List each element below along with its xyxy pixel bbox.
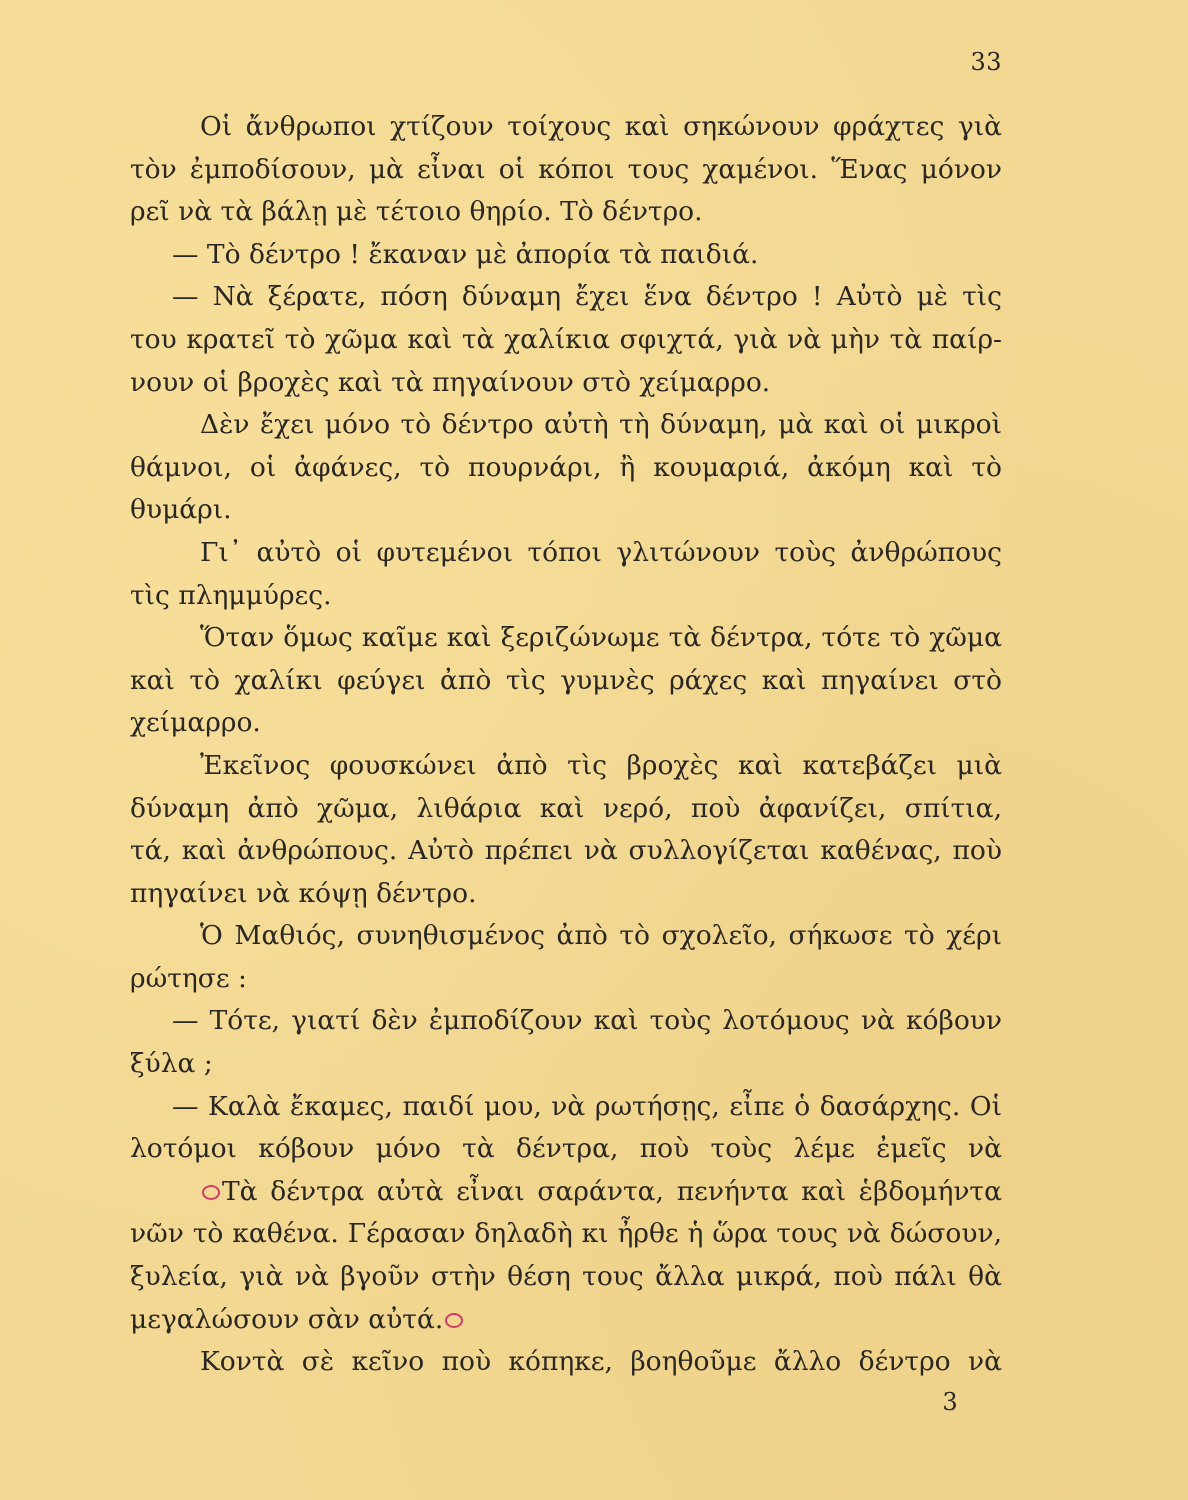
text-line: λοτόμοι κόβουν μόνο τὰ δέντρα, ποὺ τοὺς λέμε ἐμεῖς νὰ xyxy=(130,1133,1002,1165)
text-line: ξύλα ; xyxy=(130,1048,213,1080)
text-line: Ἐκεῖνος φουσκώνει ἀπὸ τὶς βροχὲς καὶ κατεβάζει μιὰ xyxy=(200,749,1002,781)
page-number: 33 xyxy=(970,48,1002,76)
text-line: Ὁ Μαθιός, συνηθισμένος ἀπὸ τὸ σχολεῖο, σήκωσε τὸ χέρι xyxy=(200,920,1002,952)
signature-mark: 3 xyxy=(942,1388,958,1416)
text-line: τὸν ἐμποδίσουν, μὰ εἶναι οἱ κόποι τους χαμένοι. Ἕνας μόνον xyxy=(130,153,1002,185)
text-line: Ὅταν ὅμως καῖμε καὶ ξεριζώνωμε τὰ δέντρα, τότε τὸ χῶμα xyxy=(200,622,1002,654)
text-line: Δὲν ἔχει μόνο τὸ δέντρο αὐτὴ τὴ δύναμη, μὰ καὶ οἱ μικροὶ xyxy=(200,409,1002,441)
dialogue-line: — Τότε, γιατί δὲν ἐμποδίζουν καὶ τοὺς λοτόμους νὰ κόβουν xyxy=(172,1005,1002,1037)
text-line: θυμάρι. xyxy=(130,494,232,526)
text-line: νῶν τὸ καθένα. Γέρασαν δηλαδὴ κι ἦρθε ἡ ὥρα τους νὰ δώσουν, xyxy=(130,1218,1002,1250)
marked-line xyxy=(130,1171,1002,1214)
pink-circle-mark-icon xyxy=(202,1185,220,1200)
text-line: ρεῖ νὰ τὰ βάλῃ μὲ τέτοιο θηρίο. Τὸ δέντρο. xyxy=(130,196,703,228)
text-line: πηγαίνει νὰ κόψῃ δέντρο. xyxy=(130,877,477,909)
text-line: χείμαρρο. xyxy=(130,707,261,739)
text-line: του κρατεῖ τὸ χῶμα καὶ τὰ χαλίκια σφιχτά, γιὰ νὰ μὴν τὰ παίρ- xyxy=(130,323,1002,355)
text-line: θάμνοι, οἱ ἀφάνες, τὸ πουρνάρι, ἢ κουμαριά, ἀκόμη καὶ τὸ xyxy=(130,451,1002,483)
pink-circle-mark-icon xyxy=(445,1313,463,1328)
marked-line xyxy=(130,1299,1002,1342)
text-line: τά, καὶ ἀνθρώπους. Αὐτὸ πρέπει νὰ συλλογίζεται καθένας, ποὺ xyxy=(130,835,1002,867)
text-line: νουν οἱ βροχὲς καὶ τὰ πηγαίνουν στὸ χείμαρρο. xyxy=(130,366,771,398)
dialogue-line: — Τὸ δέντρο ! ἔκαναν μὲ ἀπορία τὰ παιδιά. xyxy=(172,238,759,270)
text-line: Κοντὰ σὲ κεῖνο ποὺ κόπηκε, βοηθοῦμε ἄλλο δέντρο νὰ xyxy=(200,1346,1002,1378)
text-line: μεγαλώσουν σὰν αὐτά. xyxy=(130,1303,444,1335)
dialogue-line: — Νὰ ξέρατε, πόση δύναμη ἔχει ἕνα δέντρο ! Αὐτὸ μὲ τὶς xyxy=(172,281,1002,313)
text-line: Γι᾽ αὐτὸ οἱ φυτεμένοι τόποι γλιτώνουν τοὺς ἀνθρώπους xyxy=(200,536,1002,568)
text-line: ξυλεία, γιὰ νὰ βγοῦν στὴν θέση τους ἄλλα μικρά, ποὺ πάλι θὰ xyxy=(130,1261,1002,1293)
text-line: καὶ τὸ χαλίκι φεύγει ἀπὸ τὶς γυμνὲς ράχες καὶ πηγαίνει στὸ xyxy=(130,664,1002,696)
text-body xyxy=(130,106,1002,1384)
text-line: δύναμη ἀπὸ χῶμα, λιθάρια καὶ νερό, ποὺ ἀφανίζει, σπίτια, xyxy=(130,792,1002,824)
text-line: Οἱ ἄνθρωποι χτίζουν τοίχους καὶ σηκώνουν φράχτες γιὰ xyxy=(200,111,1002,142)
text-line: Τὰ δέντρα αὐτὰ εἶναι σαράντα, πενήντα καὶ ἑβδομήντα xyxy=(222,1175,1002,1207)
text-line: ρώτησε : xyxy=(130,962,247,994)
dialogue-line: — Καλὰ ἔκαμες, παιδί μου, νὰ ρωτήσῃς, εἶπε ὁ δασάρχης. Οἱ xyxy=(172,1090,1002,1122)
text-line: τὶς πλημμύρες. xyxy=(130,579,332,611)
